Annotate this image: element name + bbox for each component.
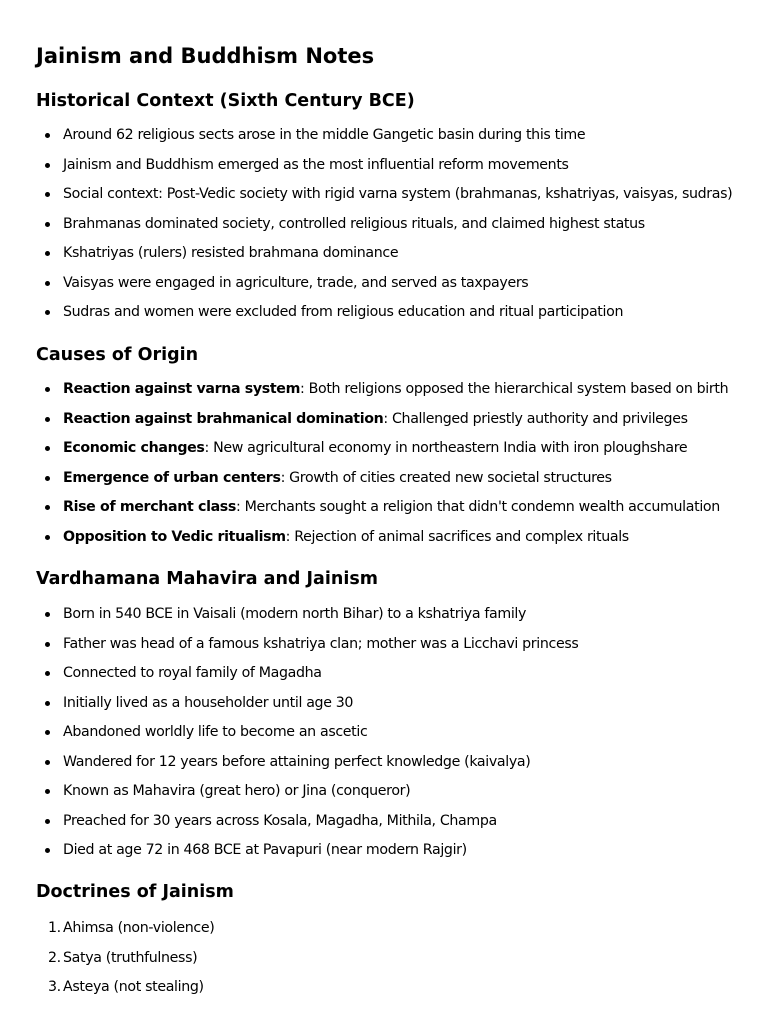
list-item	[36, 977, 736, 1007]
list-item: Connected to royal family of Magadha	[36, 663, 736, 693]
list-item	[36, 948, 736, 978]
list-item-term: Emergence of urban centers	[63, 469, 281, 486]
list-item	[36, 918, 736, 948]
list-item-number: 3.	[48, 979, 61, 995]
list-item-text: Satya (truthfulness)	[63, 949, 198, 966]
list-item: Vaisyas were engaged in agriculture, trade, and served as taxpayers	[36, 273, 736, 303]
list-item: Around 62 religious sects arose in the middle Gangetic basin during this time	[36, 125, 736, 155]
list-item: Sudras and women were excluded from religious education and ritual participation	[36, 302, 736, 332]
causes-of-origin-list	[36, 379, 736, 556]
list-item-number: 2.	[48, 949, 61, 966]
list-item-term: Economic changes	[63, 440, 205, 456]
list-item: Abandoned worldly life to become an ascetic	[36, 722, 736, 752]
list-item-term: Reaction against varna system	[63, 381, 301, 397]
document-title: Jainism and Buddhism Notes	[36, 44, 375, 68]
list-item: Died at age 72 in 468 BCE at Pavapuri (near modern Rajgir)	[36, 840, 736, 870]
list-item	[36, 379, 736, 409]
list-item: Father was head of a famous kshatriya clan; mother was a Licchavi princess	[36, 634, 736, 664]
list-item-term: Rise of merchant class	[63, 499, 236, 515]
list-item: Kshatriyas (rulers) resisted brahmana dominance	[36, 243, 736, 273]
list-item	[36, 438, 736, 468]
mahavira-list	[36, 604, 736, 870]
list-item: Brahmanas dominated society, controlled religious rituals, and claimed highest status	[36, 214, 736, 244]
doctrines-list	[36, 918, 736, 1007]
list-item	[36, 497, 736, 527]
list-item-description: : Rejection of animal sacrifices and complex rituals	[285, 528, 629, 545]
list-item: Preached for 30 years across Kosala, Magadha, Mithila, Champa	[36, 811, 736, 841]
section-heading-causes-of-origin: Causes of Origin	[36, 345, 199, 365]
section-heading-doctrines: Doctrines of Jainism	[36, 882, 234, 902]
list-item-description: : Challenged priestly authority and privileges	[383, 410, 688, 427]
list-item: Wandered for 12 years before attaining perfect knowledge (kaivalya)	[36, 752, 736, 782]
list-item: Initially lived as a householder until age 30	[36, 693, 736, 723]
list-item	[36, 409, 736, 439]
list-item	[36, 468, 736, 498]
list-item-text: Ahimsa (non-violence)	[63, 920, 215, 936]
list-item: Jainism and Buddhism emerged as the most influential reform movements	[36, 155, 736, 185]
list-item-description: : Merchants sought a religion that didn't condemn wealth accumulation	[236, 499, 720, 515]
section-heading-mahavira: Vardhamana Mahavira and Jainism	[36, 569, 378, 589]
list-item-number: 1.	[48, 920, 61, 936]
list-item: Social context: Post-Vedic society with rigid varna system (brahmanas, kshatriyas, vaisyas, sudras)	[36, 184, 736, 214]
list-item-text: Asteya (not stealing)	[63, 979, 204, 995]
list-item: Known as Mahavira (great hero) or Jina (conqueror)	[36, 781, 736, 811]
list-item-description: : New agricultural economy in northeastern India with iron ploughshare	[204, 440, 688, 456]
list-item-term: Opposition to Vedic ritualism	[63, 528, 286, 545]
list-item	[36, 527, 736, 557]
list-item-description: : Both religions opposed the hierarchical system based on birth	[300, 381, 729, 397]
section-heading-historical-context: Historical Context (Sixth Century BCE)	[36, 91, 415, 111]
list-item-term: Reaction against brahmanical domination	[63, 410, 384, 427]
list-item: Born in 540 BCE in Vaisali (modern north Bihar) to a kshatriya family	[36, 604, 736, 634]
historical-context-list	[36, 125, 736, 332]
list-item-description: : Growth of cities created new societal structures	[280, 469, 612, 486]
